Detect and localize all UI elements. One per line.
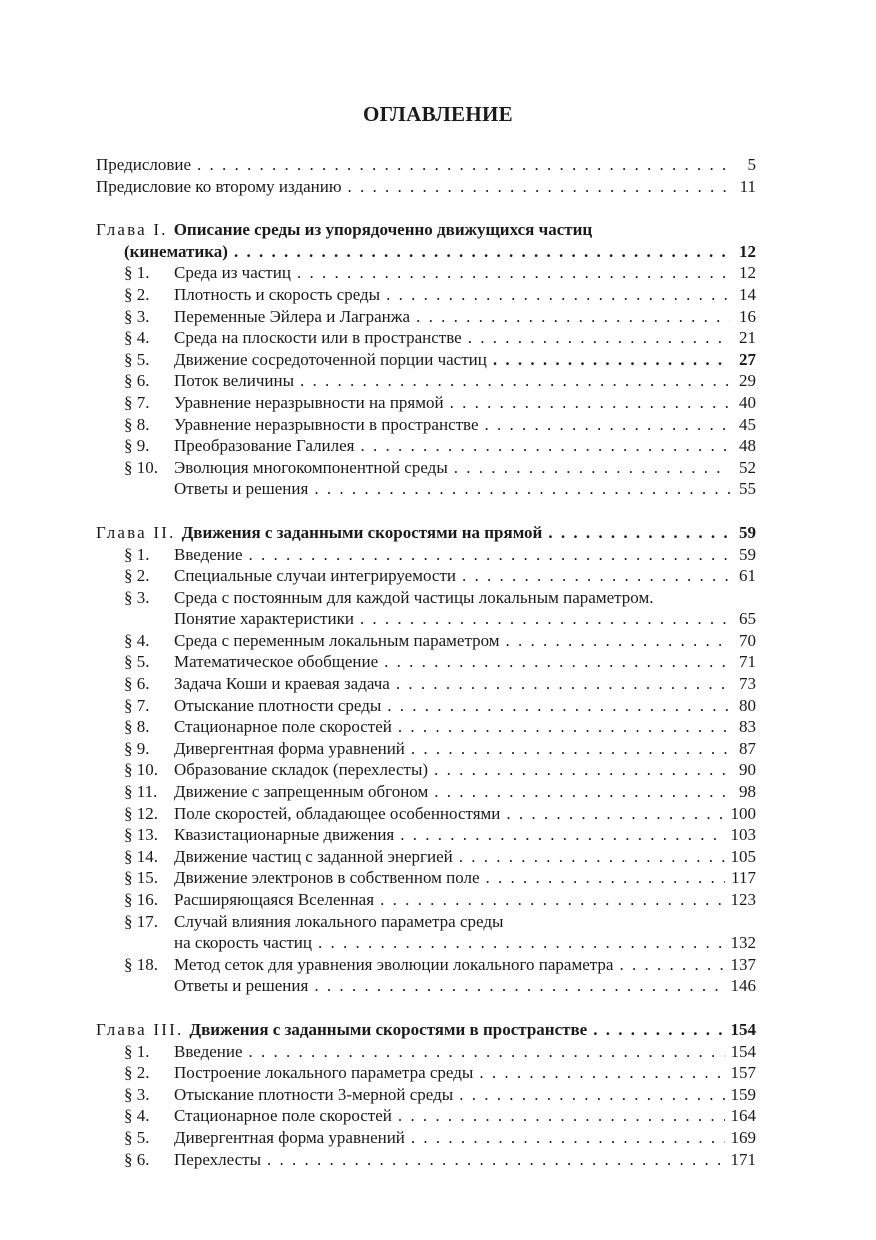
- leader-dots: [314, 975, 724, 997]
- section-entry[interactable]: [96, 846, 756, 868]
- leader-dots: [485, 414, 730, 436]
- entry-title: Эволюция многокомпонентной среды: [174, 457, 448, 477]
- leader-dots: [479, 1062, 724, 1084]
- section-number: § 15.: [124, 868, 158, 888]
- leader-dots: [493, 349, 730, 371]
- entry-title: Движение частиц с заданной энергией: [174, 846, 453, 866]
- section-number: § 1.: [124, 1041, 150, 1061]
- section-number: § 3.: [124, 1084, 150, 1104]
- entry-title: Понятие характеристики: [174, 609, 354, 629]
- leader-dots: [300, 370, 730, 392]
- entry-title: Движения с заданными скоростями на прямой: [181, 522, 543, 542]
- entry-title: Предисловие: [96, 155, 192, 174]
- page-number: 80: [739, 695, 756, 715]
- page-number: 70: [739, 630, 756, 650]
- section-number: § 6.: [124, 674, 150, 694]
- section-entry-cont[interactable]: [96, 608, 756, 630]
- leader-dots: [360, 608, 730, 630]
- spacer: [96, 197, 756, 219]
- entry-title: Дивергентная форма уравнений: [174, 738, 405, 758]
- entry-title: Движение с запрещенным обгоном: [174, 782, 429, 802]
- entry-title: Ответы и решения: [174, 479, 309, 499]
- section-number: § 5.: [124, 652, 150, 672]
- page-number: 40: [739, 392, 756, 412]
- preface-entry[interactable]: [96, 176, 756, 198]
- leader-dots: [450, 392, 730, 414]
- leader-dots: [396, 673, 730, 695]
- page-number: 48: [739, 436, 756, 456]
- section-number: § 9.: [124, 436, 150, 456]
- page-number: 16: [739, 306, 756, 326]
- page-number: 73: [739, 674, 756, 694]
- leader-dots: [267, 1149, 725, 1171]
- section-number: § 17.: [124, 911, 158, 931]
- leader-dots: [411, 1127, 725, 1149]
- section-entry[interactable]: [96, 975, 756, 997]
- page-number: 27: [739, 349, 756, 369]
- leader-dots: [318, 932, 724, 954]
- section-number: § 10.: [124, 457, 158, 477]
- section-entry[interactable]: [96, 1041, 756, 1063]
- section-entry[interactable]: [96, 306, 756, 328]
- page-number: 159: [730, 1084, 756, 1104]
- page-number: 71: [739, 652, 756, 672]
- entry-title: Перехлесты: [174, 1149, 261, 1169]
- section-entry[interactable]: [96, 1127, 756, 1149]
- entry-title: Задача Коши и краевая задача: [174, 674, 390, 694]
- chapter-label: Глава II.: [96, 522, 176, 542]
- leader-dots: [380, 889, 724, 911]
- entry-title: Уравнение неразрывности в пространстве: [174, 414, 479, 434]
- entry-title: Ответы и решения: [174, 976, 309, 996]
- section-entry[interactable]: [96, 1105, 756, 1127]
- section-number: § 5.: [124, 349, 150, 369]
- leader-dots: [619, 954, 724, 976]
- leader-dots: [506, 803, 724, 825]
- leader-dots: [398, 716, 730, 738]
- page-number: 103: [730, 825, 756, 845]
- page-number: 59: [739, 544, 756, 564]
- page-number: 146: [730, 976, 756, 996]
- section-entry[interactable]: [96, 544, 756, 566]
- entry-title: Движение сосредоточенной порции частиц: [174, 349, 487, 369]
- entry-title: Описание среды из упорядоченно движущихся частиц: [173, 220, 593, 240]
- section-number: § 2.: [124, 284, 150, 304]
- leader-dots: [387, 695, 730, 717]
- entry-title: Отыскание плотности среды: [174, 695, 382, 715]
- page-number: 132: [730, 933, 756, 953]
- page-number: 12: [739, 241, 756, 261]
- section-number: § 5.: [124, 1127, 150, 1147]
- chapter-label: Глава I.: [96, 220, 168, 240]
- chapter-label: Глава III.: [96, 1019, 184, 1039]
- page-number: 14: [739, 284, 756, 304]
- section-entry[interactable]: [96, 1062, 756, 1084]
- leader-dots: [459, 1084, 724, 1106]
- section-entry[interactable]: [96, 435, 756, 457]
- page-number: 123: [730, 890, 756, 909]
- entry-title: Среда из частиц: [174, 263, 291, 283]
- entry-title: Квазистационарные движения: [174, 825, 395, 845]
- page-number: 154: [730, 1041, 756, 1061]
- section-entry[interactable]: [96, 781, 756, 803]
- entry-title: Расширяющаяся Вселенная: [174, 890, 375, 909]
- leader-dots: [297, 262, 730, 284]
- section-number: § 2.: [124, 566, 150, 586]
- page-number: 87: [739, 738, 756, 758]
- page-number: 83: [739, 717, 756, 737]
- leader-dots: [459, 846, 725, 868]
- table-of-contents: [96, 154, 756, 1170]
- page-number: 12: [739, 263, 756, 283]
- section-number: § 1.: [124, 263, 150, 283]
- page-number: 52: [739, 457, 756, 477]
- leader-dots: [462, 565, 730, 587]
- leader-dots: [386, 284, 730, 306]
- page-number: 11: [739, 176, 756, 196]
- section-number: § 11.: [124, 782, 158, 802]
- section-number: § 16.: [124, 890, 158, 909]
- page-number: 55: [739, 479, 756, 499]
- section-entry[interactable]: [96, 414, 756, 436]
- entry-title: Случай влияния локального параметра среды: [174, 911, 504, 931]
- leader-dots: [454, 457, 730, 479]
- leader-dots: [548, 522, 730, 544]
- page-number: 117: [731, 868, 756, 888]
- section-number: § 9.: [124, 738, 150, 758]
- leader-dots: [593, 1019, 724, 1041]
- entry-title: Введение: [174, 544, 243, 564]
- entry-title: Преобразование Галилея: [174, 436, 355, 456]
- section-entry[interactable]: [96, 262, 756, 284]
- section-entry[interactable]: [96, 911, 756, 933]
- page-number: 154: [730, 1019, 756, 1039]
- section-entry[interactable]: [96, 392, 756, 414]
- entry-title: Математическое обобщение: [174, 652, 379, 672]
- section-number: § 10.: [124, 760, 158, 780]
- entry-title: Среда с постоянным для каждой частицы локальным параметром.: [174, 587, 654, 607]
- leader-dots: [249, 544, 730, 566]
- entry-title: на скорость частиц: [174, 933, 313, 953]
- entry-title: Образование складок (перехлесты): [174, 760, 429, 780]
- page-number: 137: [730, 954, 756, 974]
- page-number: 65: [739, 609, 756, 629]
- entry-title: Движение электронов в собственном поле: [174, 868, 480, 888]
- leader-dots: [348, 176, 730, 198]
- page-number: 164: [730, 1106, 756, 1126]
- spacer: [96, 500, 756, 522]
- entry-title: Метод сеток для уравнения эволюции локального параметра: [174, 954, 614, 974]
- section-entry[interactable]: [96, 889, 756, 911]
- chapter-heading[interactable]: [96, 1019, 756, 1041]
- section-number: § 14.: [124, 846, 158, 866]
- section-number: § 3.: [124, 587, 150, 607]
- section-entry[interactable]: [96, 630, 756, 652]
- leader-dots: [400, 824, 724, 846]
- entry-title: Движения с заданными скоростями в пространстве: [189, 1019, 588, 1039]
- entry-title: Среда с переменным локальным параметром: [174, 630, 500, 650]
- section-entry[interactable]: [96, 565, 756, 587]
- section-number: § 8.: [124, 414, 150, 434]
- page-number: 45: [739, 414, 756, 434]
- section-entry[interactable]: [96, 370, 756, 392]
- section-number: § 4.: [124, 1106, 150, 1126]
- entry-title: Дивергентная форма уравнений: [174, 1127, 405, 1147]
- section-entry-cont[interactable]: [96, 932, 756, 954]
- section-entry[interactable]: [96, 284, 756, 306]
- leader-dots: [411, 738, 730, 760]
- entry-title: Плотность и скорость среды: [174, 284, 381, 304]
- section-entry[interactable]: [96, 457, 756, 479]
- section-number: § 18.: [124, 954, 158, 974]
- page-number: 59: [739, 522, 756, 542]
- leader-dots: [434, 759, 730, 781]
- section-number: § 7.: [124, 392, 150, 412]
- chapter-heading[interactable]: [96, 522, 756, 544]
- section-entry[interactable]: [96, 349, 756, 371]
- page-number: 29: [739, 371, 756, 391]
- section-number: § 8.: [124, 717, 150, 737]
- entry-title: Стационарное поле скоростей: [174, 717, 392, 737]
- entry-title: Поле скоростей, обладающее особенностями: [174, 803, 501, 823]
- chapter-heading-cont[interactable]: [96, 241, 756, 263]
- leader-dots: [361, 435, 730, 457]
- section-entry[interactable]: [96, 867, 756, 889]
- leader-dots: [398, 1105, 725, 1127]
- entry-title: Среда на плоскости или в пространстве: [174, 328, 462, 348]
- page-number: 90: [739, 760, 756, 780]
- leader-dots: [384, 651, 730, 673]
- leader-dots: [416, 306, 730, 328]
- page-number: 100: [730, 803, 756, 823]
- section-entry[interactable]: [96, 651, 756, 673]
- entry-title: Стационарное поле скоростей: [174, 1106, 392, 1126]
- leader-dots: [506, 630, 730, 652]
- entry-title: Предисловие ко второму изданию: [96, 176, 342, 196]
- entry-title: Уравнение неразрывности на прямой: [174, 392, 444, 412]
- section-number: § 6.: [124, 371, 150, 391]
- leader-dots: [197, 154, 730, 176]
- section-number: § 3.: [124, 306, 150, 326]
- section-entry[interactable]: [96, 954, 756, 976]
- section-number: § 4.: [124, 328, 150, 348]
- section-entry[interactable]: [96, 695, 756, 717]
- section-entry[interactable]: [96, 1084, 756, 1106]
- page-number: 5: [747, 155, 756, 174]
- section-entry[interactable]: [96, 803, 756, 825]
- section-entry[interactable]: [96, 327, 756, 349]
- section-number: § 1.: [124, 544, 150, 564]
- page-title: ОГЛАВЛЕНИЕ: [363, 102, 513, 126]
- section-entry[interactable]: [96, 1149, 756, 1171]
- entry-title: Введение: [174, 1041, 243, 1061]
- section-entry[interactable]: [96, 738, 756, 760]
- leader-dots: [249, 1041, 725, 1063]
- spacer: [96, 997, 756, 1019]
- page-number: 105: [730, 846, 756, 866]
- leader-dots: [314, 478, 730, 500]
- page-number: 171: [730, 1149, 756, 1169]
- section-entry[interactable]: [96, 824, 756, 846]
- page-number: 169: [730, 1127, 756, 1147]
- entry-title: Переменные Эйлера и Лагранжа: [174, 306, 411, 326]
- page-number: 21: [739, 328, 756, 348]
- entry-title: Отыскание плотности 3-мерной среды: [174, 1084, 454, 1104]
- section-entry[interactable]: [96, 759, 756, 781]
- page-number: 61: [739, 566, 756, 586]
- section-entry[interactable]: [96, 673, 756, 695]
- leader-dots: [234, 241, 730, 263]
- chapter-heading[interactable]: [96, 219, 756, 241]
- entry-title: Построение локального параметра среды: [174, 1063, 474, 1083]
- leader-dots: [468, 327, 730, 349]
- entry-title: (кинематика): [124, 241, 228, 261]
- leader-dots: [486, 867, 726, 889]
- section-number: § 6.: [124, 1149, 150, 1169]
- entry-title: Поток величины: [174, 371, 294, 391]
- page-number: 157: [730, 1063, 756, 1083]
- preface-entry[interactable]: [96, 154, 756, 176]
- entry-title: Специальные случаи интегрируемости: [174, 566, 456, 586]
- page-number: 98: [739, 782, 756, 802]
- section-entry[interactable]: [96, 716, 756, 738]
- section-number: § 13.: [124, 825, 158, 845]
- leader-dots: [434, 781, 730, 803]
- section-entry[interactable]: [96, 478, 756, 500]
- section-number: § 4.: [124, 630, 150, 650]
- section-entry[interactable]: [96, 587, 756, 609]
- section-number: § 2.: [124, 1063, 150, 1083]
- section-number: § 7.: [124, 695, 150, 715]
- section-number: § 12.: [124, 803, 158, 823]
